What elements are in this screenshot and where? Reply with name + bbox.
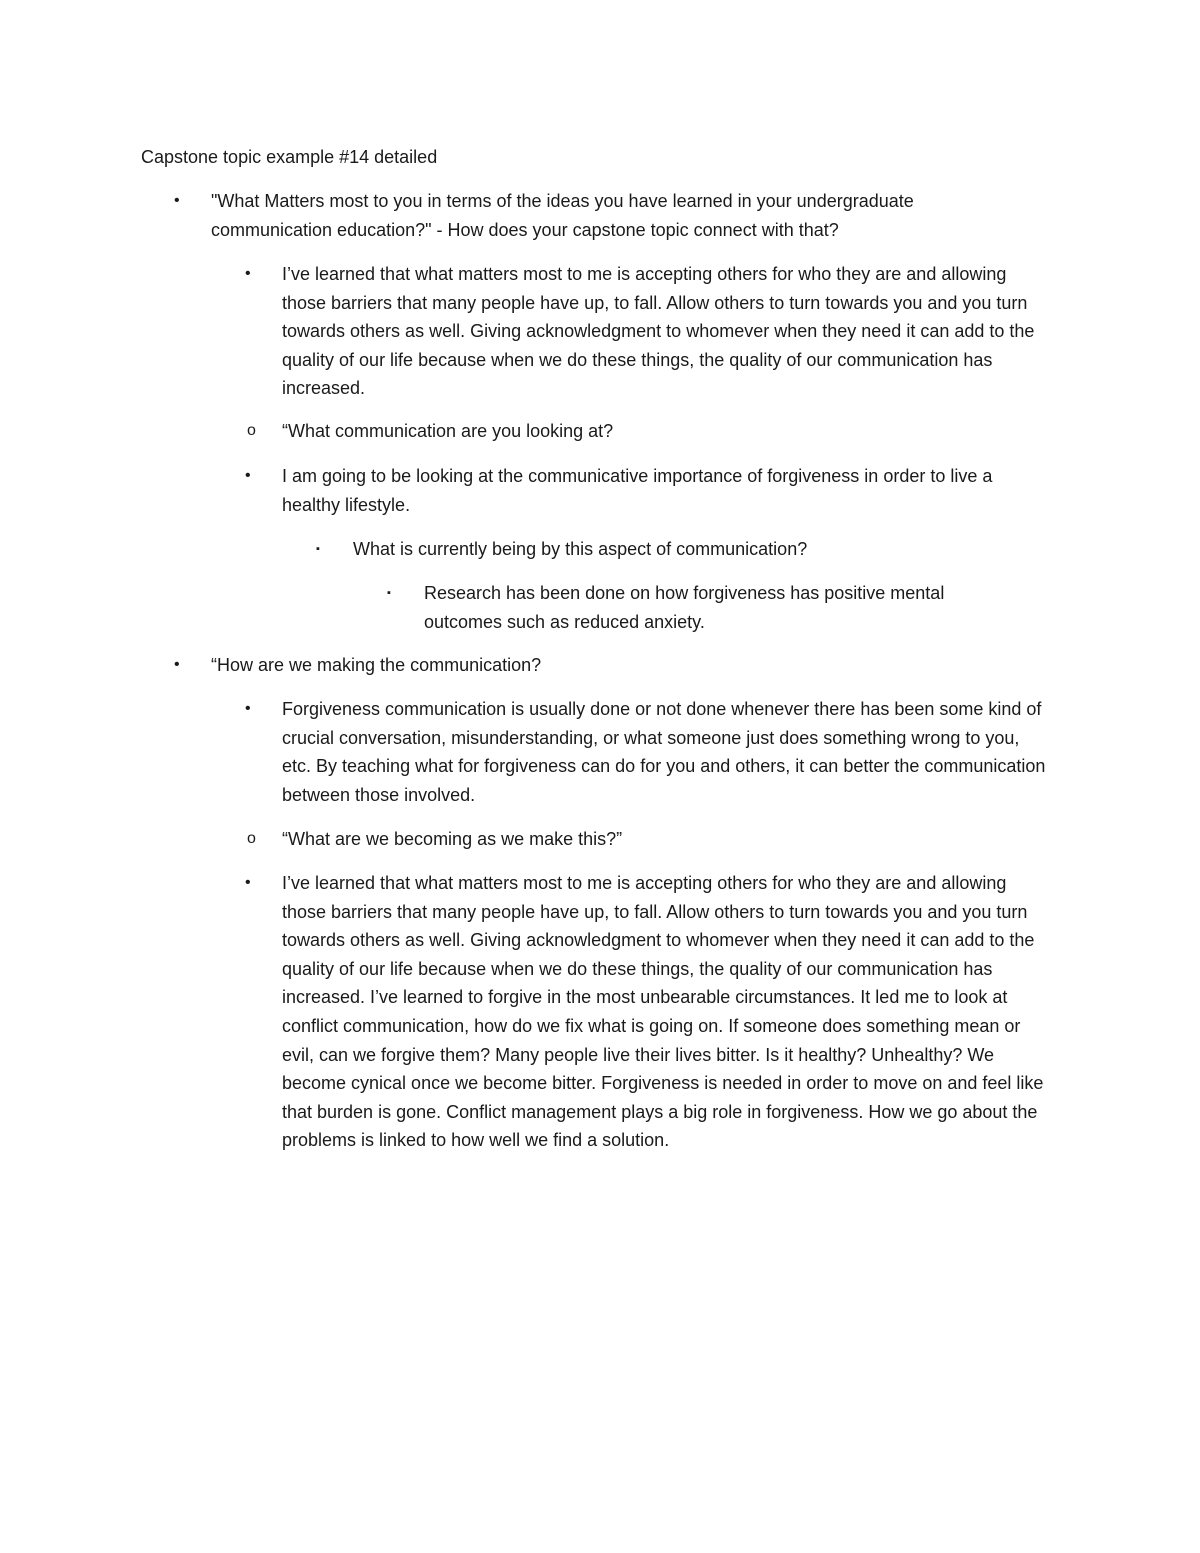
list-item-text: What is currently being by this aspect of communication?: [353, 539, 808, 559]
bullet-marker: •: [174, 192, 180, 209]
list-item-text: “How are we making the communication?: [211, 655, 542, 675]
list-item-text: I’ve learned that what matters most to me is accepting others for who they are and allowing those barriers that many people have up, to fall. Allow others to turn towards you and you turn towards others as well. Giving acknowledgment to whomever when they need it can add to the quality of our life because when we do these things, the quality of our communication has increased.: [282, 264, 1035, 399]
list-item-text: I’ve learned that what matters most to me is accepting others for who they are and allowing those barriers that many people have up, to fall. Allow others to turn towards you and you turn towards others as well. Giving acknowledgment to whomever when they need it can add to the quality of our life because when we do these things, the quality of our communication has increased. I’ve learned to forgive in the most unbearable circumstances. It led me to look at conflict communication, how do we fix what is going on. If someone does something mean or evil, can we forgive them? Many people live their lives bitter. Is it healthy? Unhealthy? We become cynical once we become bitter. Forgiveness is needed in order to move on and feel like that burden is gone. Conflict management plays a big role in forgiveness. How we go about the problems is linked to how well we find a solution.: [282, 873, 1044, 1151]
bullet-marker: •: [245, 467, 251, 484]
bullet-marker: •: [245, 874, 251, 891]
bullet-marker: •: [245, 700, 251, 717]
square-marker: ▪: [387, 587, 391, 599]
list-item-text: I am going to be looking at the communicative importance of forgiveness in order to live a healthy lifestyle.: [282, 466, 993, 515]
page-title: Capstone topic example #14 detailed: [141, 147, 438, 167]
circle-marker: o: [247, 830, 256, 847]
list-item-text: "What Matters most to you in terms of the ideas you have learned in your undergraduate communication education?" - How does your capstone topic connect with that?: [211, 191, 914, 240]
bullet-marker: •: [174, 656, 180, 673]
list-item-text: Research has been done on how forgiveness has positive mental outcomes such as reduced anxiety.: [424, 583, 945, 632]
square-marker: ▪: [316, 543, 320, 555]
list-item-text: “What are we becoming as we make this?”: [282, 829, 623, 849]
circle-marker: o: [247, 422, 256, 439]
list-item-text: “What communication are you looking at?: [282, 421, 614, 441]
list-item-text: Forgiveness communication is usually done or not done whenever there has been some kind of crucial conversation, misunderstanding, or what someone just does something wrong to you, etc. By teaching what for forgiveness can do for you and others, it can better the communication between those involved.: [282, 699, 1046, 805]
bullet-marker: •: [245, 265, 251, 282]
